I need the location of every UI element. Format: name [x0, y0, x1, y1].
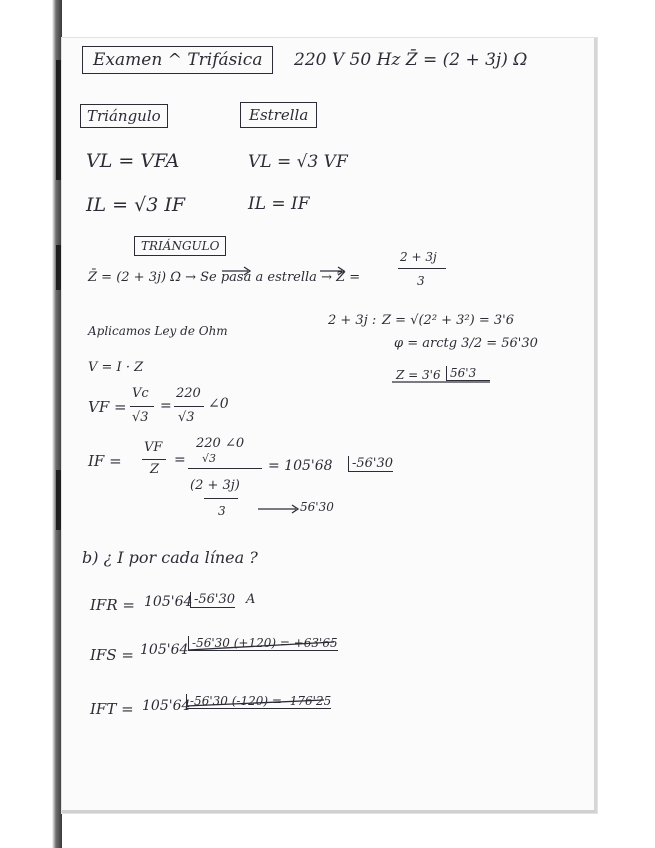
arrow-icon [258, 505, 298, 513]
underline-stroke [188, 642, 334, 650]
arrow-note: 56'30 [300, 500, 334, 514]
arrow-icon [222, 267, 250, 275]
polar-form-angle: 56'3 [446, 366, 490, 381]
ifs-value: 105'64 [140, 642, 189, 658]
underline-stroke [186, 700, 324, 706]
if-result-angle: -56'30 [348, 456, 393, 472]
if-num-2b: √3 [202, 452, 217, 465]
circuit-specs: 220 V 50 Hz Z̄ = (2 + 3j) Ω [294, 50, 528, 70]
triangle-voltage-eq: VL = VFA [86, 150, 180, 172]
if-den-2: (2 + 3j) [190, 478, 240, 493]
vf-lhs: VF = [88, 398, 127, 416]
notebook-page: Examen ^ Trifásica 220 V 50 Hz Z̄ = (2 + 3j) Ω Triángulo Estrella VL = VFA VL = √3 VF IL = √3 IF IL = IF TRIÁNGULO Z̄ = (2 + 3j) Ω → Se pasa a estrella → Z = 2 + 3j 3 2 + 3j : Z = √(2² + 3²) = 3'6 φ = arctg 3/2 = 56'30 Z = 3'6 56'3 Aplicamos Ley de Ohm V = I · Z VF = Vc √3 = 220 √3 ∠0 IF = VF Z = 220 ∠0 √3 (2 + 3j) 3 = 105'68 -56'30 56'30 b) ¿ I por cada línea ? IFR = 105'64 -56'30 A IFS = 105'64 -56'30 (+120) = +63'65 IFT = 105'64 -56'30 (-120) = -176'25 [62, 38, 597, 813]
triangle-current-eq: IL = √3 IF [86, 194, 186, 216]
ohm-law-note: Aplicamos Ley de Ohm [88, 324, 228, 338]
impedance-line: Z̄ = (2 + 3j) Ω → Se pasa a estrella → Z = [88, 270, 361, 285]
ifr-lhs: IFR = [90, 596, 135, 614]
ifr-unit: A [246, 592, 256, 607]
vf-equals: = [160, 398, 172, 414]
photo-background-edge [0, 0, 62, 848]
polar-form-lhs: Z = 3'6 [396, 368, 441, 382]
vf-angle: ∠0 [208, 396, 229, 412]
polar-angle: φ = arctg 3/2 = 56'30 [394, 336, 538, 351]
vf-den-1: √3 [132, 410, 149, 425]
ifs-lhs: IFS = [90, 646, 134, 664]
ifr-angle: -56'30 [190, 592, 235, 608]
section-title: TRIÁNGULO [134, 236, 226, 256]
z-fraction-numerator: 2 + 3j [400, 250, 437, 264]
if-den-2b: 3 [218, 504, 226, 518]
ift-value: 105'64 [142, 698, 191, 714]
ift-lhs: IFT = [90, 700, 134, 718]
ifs-angle: -56'30 (+120) = +63'65 [188, 636, 338, 651]
vf-num-1: Vc [132, 386, 149, 401]
vf-den-2: √3 [178, 410, 195, 425]
ohm-law-eq: V = I · Z [88, 360, 144, 375]
if-result: = 105'68 [268, 458, 333, 474]
ifr-value: 105'64 [144, 594, 193, 610]
arrow-icon [320, 267, 344, 275]
polar-magnitude: Z = √(2² + 3²) = 3'6 [382, 313, 515, 328]
part-b-question: b) ¿ I por cada línea ? [82, 548, 258, 567]
star-title: Estrella [240, 102, 317, 128]
if-den-1: Z [150, 462, 160, 477]
ift-angle: -56'30 (-120) = -176'25 [186, 694, 331, 709]
polar-line-1-lhs: 2 + 3j : [328, 313, 377, 328]
if-num-1: VF [144, 440, 163, 455]
star-current-eq: IL = IF [248, 194, 310, 214]
z-fraction-denominator: 3 [417, 274, 425, 288]
triangle-title: Triángulo [80, 104, 168, 128]
star-voltage-eq: VL = √3 VF [248, 152, 348, 172]
vf-num-2: 220 [176, 386, 201, 401]
exam-title: Examen ^ Trifásica [82, 46, 273, 74]
if-num-2: 220 ∠0 [196, 436, 245, 451]
handwritten-strokes [62, 38, 594, 810]
if-lhs: IF = [88, 452, 122, 470]
